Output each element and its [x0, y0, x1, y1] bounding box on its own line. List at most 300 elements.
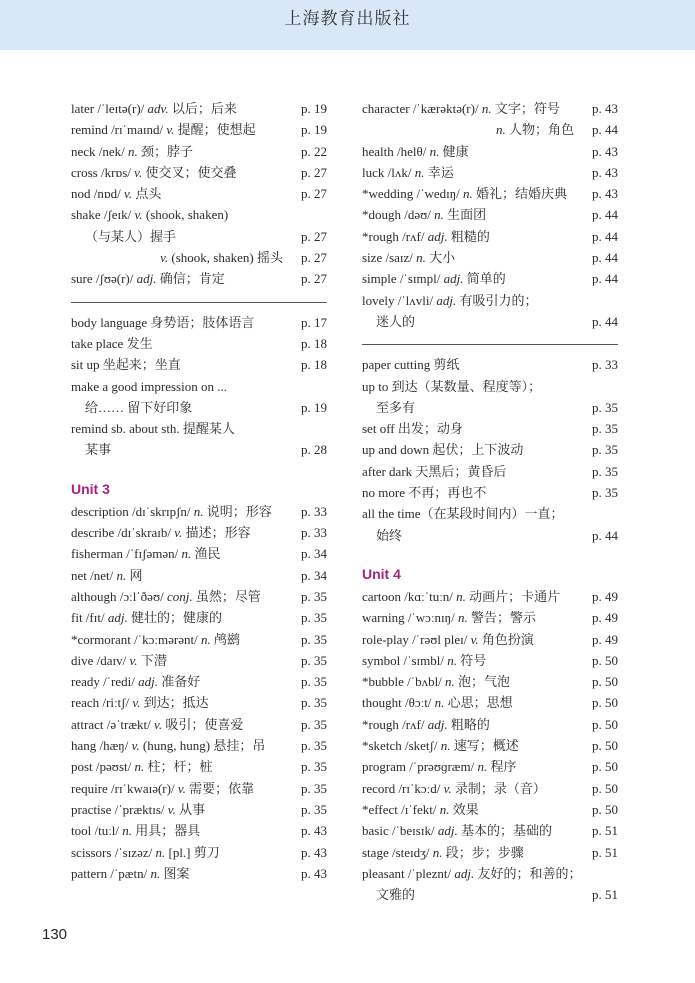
entry-text — [71, 119, 256, 140]
entry-text — [362, 98, 560, 119]
definition: (hung, hung) 悬挂；吊 — [139, 738, 266, 754]
phrase-text — [71, 418, 235, 439]
page-reference: p. 19 — [301, 399, 327, 415]
phrase-list — [362, 354, 618, 546]
phrase-entry — [71, 397, 327, 418]
vocab-entry — [362, 290, 618, 311]
page-reference: p. 44 — [592, 207, 618, 223]
definition: 以后；后来 — [168, 101, 237, 116]
phrase-entry — [362, 418, 618, 439]
phrase-entry — [362, 354, 618, 375]
definition: 粗略的 — [447, 716, 490, 732]
definition: 虽然；尽管 — [192, 588, 261, 604]
vocab-entry — [362, 183, 618, 204]
definition: 心思；思想 — [444, 695, 513, 711]
definition: 颈；脖子 — [137, 143, 194, 159]
word-list — [362, 98, 618, 332]
page-reference: p. 33 — [301, 525, 327, 541]
page-reference: p. 50 — [592, 674, 618, 690]
part-of-speech: v. — [129, 652, 138, 668]
vocab-entry — [71, 714, 327, 735]
definition: 描述；形容 — [182, 525, 251, 541]
vocab-entry — [362, 311, 618, 332]
entry-text — [71, 756, 213, 777]
vocab-entry — [71, 692, 327, 713]
definition: 到达；抵达 — [140, 695, 209, 711]
left-column — [71, 98, 327, 884]
phrase-label: paper cutting 剪纸 — [362, 357, 460, 373]
headword: sure /ʃʊə(r)/ — [71, 271, 137, 287]
definition: 基本的；基础的 — [457, 823, 552, 839]
part-of-speech: n. — [181, 546, 192, 562]
part-of-speech: n. — [434, 207, 444, 223]
vocab-entry — [71, 119, 327, 140]
headword: *bubble /ˈbʌbl/ — [362, 674, 446, 690]
vocab-entry — [71, 226, 327, 247]
definition: 婚礼；结婚庆典 — [472, 186, 568, 202]
section-divider — [71, 302, 327, 303]
part-of-speech: n. — [128, 143, 138, 159]
headword: pattern /ˈpætn/ — [71, 865, 151, 881]
vocab-entry — [71, 204, 327, 225]
definition: 鸬鹚 — [210, 631, 240, 647]
headword: later /ˈleɪtə(r)/ — [71, 101, 148, 116]
headword: require /rɪˈkwaɪə(r)/ — [71, 780, 178, 796]
section-divider — [362, 344, 618, 345]
part-of-speech: n. — [200, 631, 211, 647]
part-of-speech: n. — [416, 250, 426, 266]
page-reference: p. 18 — [301, 357, 327, 373]
phrase-entry — [362, 525, 618, 546]
entry-text — [71, 565, 143, 586]
headword: record /rɪˈkɔːd/ — [362, 780, 444, 796]
part-of-speech: n. — [116, 567, 127, 583]
headword: attract /əˈtrækt/ — [71, 716, 155, 732]
entry-text — [362, 820, 552, 841]
entry-text — [71, 586, 261, 607]
entry-text — [85, 226, 176, 247]
page-reference: p. 43 — [301, 844, 327, 860]
entry-text — [362, 629, 534, 650]
part-of-speech: v. — [134, 207, 143, 223]
page-reference: p. 44 — [592, 122, 618, 138]
entry-text — [362, 268, 506, 289]
entry-text — [362, 226, 490, 247]
vocab-entry — [362, 884, 618, 905]
vocab-entry — [362, 820, 618, 841]
definition: 大小 — [425, 250, 456, 266]
page-reference: p. 18 — [301, 335, 327, 351]
entry-text — [376, 311, 415, 332]
vocab-entry — [71, 565, 327, 586]
part-of-speech: adj. — [437, 823, 458, 839]
headword: simple /ˈsɪmpl/ — [362, 271, 444, 287]
page-reference: p. 43 — [592, 143, 618, 159]
phrase-text — [362, 354, 459, 375]
vocab-entry — [362, 629, 618, 650]
part-of-speech: n. — [134, 759, 145, 775]
phrase-entry — [362, 461, 618, 482]
headword: 文雅的 — [376, 887, 416, 903]
entry-text — [71, 607, 222, 628]
page-reference: p. 35 — [592, 442, 618, 458]
page-reference: p. 35 — [301, 631, 327, 647]
page-reference: p. 49 — [592, 610, 618, 626]
phrase-label: up to 到达（某数量、程度等）； — [362, 378, 542, 394]
definition: 柱；杆；桩 — [144, 759, 213, 775]
definition: 健壮的；健康的 — [127, 610, 222, 626]
vocab-entry — [362, 247, 618, 268]
definition: 健康 — [439, 143, 469, 159]
definition: 吸引；使喜爱 — [162, 716, 244, 732]
part-of-speech: n. — [445, 674, 455, 690]
headword: *cormorant /ˈkɔːmərənt/ — [71, 631, 201, 647]
part-of-speech: n. — [495, 122, 506, 138]
vocab-entry — [362, 607, 618, 628]
page-reference: p. 17 — [301, 314, 327, 330]
vocab-entry — [362, 141, 618, 162]
headword: pleasant /ˈpleznt/ — [362, 865, 455, 881]
part-of-speech: v. — [443, 780, 452, 796]
definition: 警告；警示 — [467, 610, 536, 626]
entry-text — [71, 799, 205, 820]
entry-text — [362, 586, 560, 607]
headword: symbol /ˈsɪmbl/ — [362, 652, 448, 668]
entry-text — [362, 204, 486, 225]
definition: 幸运 — [424, 164, 454, 180]
part-of-speech: n. — [414, 164, 425, 180]
headword: *effect /ɪˈfekt/ — [362, 801, 440, 817]
page-reference: p. 50 — [592, 738, 618, 754]
part-of-speech: adj. — [427, 716, 448, 732]
headword: lovely /ˈlʌvli/ — [362, 292, 437, 308]
headword: basic /ˈbeɪsɪk/ — [362, 823, 438, 839]
part-of-speech: adj. — [436, 292, 457, 308]
entry-text — [71, 650, 167, 671]
headword: although /ɔːlˈðəʊ/ — [71, 588, 167, 604]
headword: *dough /dəʊ/ — [362, 207, 435, 223]
phrase-text — [85, 439, 111, 460]
definition: 提醒；使想起 — [174, 122, 256, 138]
phrase-label: set off 出发；动身 — [362, 421, 463, 437]
vocab-entry — [362, 226, 618, 247]
phrase-entry — [71, 312, 327, 333]
phrase-label: 某事 — [85, 442, 112, 458]
headword: net /net/ — [71, 567, 117, 583]
phrase-entry — [71, 439, 327, 460]
entry-text — [362, 671, 510, 692]
part-of-speech: v. — [124, 186, 133, 202]
page-reference: p. 51 — [592, 887, 618, 903]
headword: cross /krɒs/ — [71, 164, 135, 180]
definition: (shook, shaken) — [142, 207, 229, 223]
headword: neck /nek/ — [71, 143, 129, 159]
vocab-entry — [71, 183, 327, 204]
vocab-entry — [71, 268, 327, 289]
page-reference: p. 50 — [592, 695, 618, 711]
entry-text — [71, 204, 228, 225]
part-of-speech: n. — [150, 865, 161, 881]
phrase-entry — [362, 376, 618, 397]
part-of-speech: n. — [155, 844, 166, 860]
part-of-speech: adj. — [443, 271, 464, 287]
page-reference: p. 51 — [592, 844, 618, 860]
entry-text — [71, 141, 193, 162]
headword: program /ˈprəʊɡræm/ — [362, 759, 478, 775]
phrase-label: up and down 起伏；上下波动 — [362, 442, 524, 458]
headword: tool /tuːl/ — [71, 823, 123, 839]
entry-text — [71, 842, 220, 863]
entry-text — [160, 247, 283, 268]
entry-text — [71, 863, 189, 884]
part-of-speech: v. — [470, 631, 479, 647]
headword: post /pəʊst/ — [71, 759, 135, 775]
vocab-entry — [71, 778, 327, 799]
right-column — [362, 98, 618, 905]
headword: practise /ˈpræktɪs/ — [71, 801, 168, 817]
entry-text — [71, 522, 251, 543]
part-of-speech: n. — [432, 844, 443, 860]
phrase-entry — [362, 397, 618, 418]
definition: 从事 — [175, 801, 206, 817]
part-of-speech: v. — [174, 525, 183, 541]
part-of-speech: adv. — [147, 101, 169, 116]
page-reference: p. 22 — [301, 143, 327, 159]
part-of-speech: n. — [457, 610, 468, 626]
page-reference: p. 43 — [592, 101, 618, 116]
definition: (shook, shaken) 摇头 — [168, 250, 283, 266]
part-of-speech: n. — [193, 503, 204, 519]
page-reference: p. 19 — [301, 122, 327, 138]
phrase-text — [71, 376, 227, 397]
phrase-list — [71, 312, 327, 461]
vocab-entry — [71, 842, 327, 863]
headword: thought /θɔːt/ — [362, 695, 435, 711]
entry-text — [71, 629, 240, 650]
part-of-speech: n. — [456, 588, 466, 604]
page-reference: p. 44 — [592, 228, 618, 244]
entry-text — [362, 863, 582, 884]
definition: 录制；录（音） — [451, 780, 546, 796]
vocab-entry — [71, 522, 327, 543]
vocab-entry — [71, 756, 327, 777]
page-reference: p. 27 — [301, 271, 327, 287]
part-of-speech: v. — [132, 695, 141, 711]
part-of-speech: n. — [463, 186, 473, 202]
page-reference: p. 35 — [301, 801, 327, 817]
definition: 生面团 — [443, 207, 487, 223]
page-reference: p. 35 — [301, 780, 327, 796]
vocab-entry — [71, 799, 327, 820]
definition: 动画片；卡通片 — [465, 588, 561, 604]
page-reference: p. 27 — [301, 228, 327, 244]
page-reference: p. 35 — [592, 463, 618, 479]
definition: 用具；器具 — [132, 823, 201, 839]
vocab-entry — [362, 671, 618, 692]
definition: 有吸引力的； — [456, 292, 538, 308]
vocab-entry — [362, 714, 618, 735]
page-reference: p. 50 — [592, 716, 618, 732]
vocab-entry — [362, 756, 618, 777]
headword: cartoon /kɑːˈtuːn/ — [362, 588, 457, 604]
page-reference: p. 50 — [592, 801, 618, 817]
phrase-entry — [362, 482, 618, 503]
headword: health /helθ/ — [362, 143, 430, 159]
word-list — [71, 98, 327, 290]
entry-text — [362, 290, 538, 311]
phrase-entry — [71, 376, 327, 397]
headword: nod /nɒd/ — [71, 186, 125, 202]
page-reference: p. 34 — [301, 567, 327, 583]
headword: 迷人的 — [376, 313, 416, 329]
phrase-text — [362, 461, 506, 482]
definition: 文字；符号 — [491, 101, 560, 116]
phrase-label: 给…… 留下好印象 — [85, 399, 193, 415]
entry-text — [362, 756, 516, 777]
phrase-label: sit up 坐起来；坐直 — [71, 357, 181, 373]
entry-text — [362, 141, 469, 162]
page-reference: p. 43 — [301, 865, 327, 881]
headword: *rough /rʌf/ — [362, 228, 428, 244]
headword: warning /ˈwɔːnɪŋ/ — [362, 610, 458, 626]
phrase-entry — [71, 418, 327, 439]
page-reference: p. 35 — [592, 485, 618, 501]
phrase-text — [362, 482, 486, 503]
headword: description /dɪˈskrɪpʃn/ — [71, 503, 194, 519]
phrase-label: take place 发生 — [71, 335, 153, 351]
definition: 简单的 — [463, 271, 506, 287]
page-reference: p. 50 — [592, 759, 618, 775]
definition: 点头 — [132, 186, 162, 202]
page-reference: p. 27 — [301, 164, 327, 180]
page-reference: p. 43 — [592, 186, 618, 202]
vocab-entry — [71, 607, 327, 628]
page-reference: p. 35 — [301, 738, 327, 754]
headword: character /ˈkærəktə(r)/ — [362, 101, 482, 116]
definition: 符号 — [456, 652, 487, 668]
headword: dive /daɪv/ — [71, 652, 130, 668]
phrase-text — [71, 312, 254, 333]
part-of-speech: n. — [440, 738, 451, 754]
phrase-entry — [362, 439, 618, 460]
phrase-text — [71, 333, 153, 354]
phrase-label: after dark 天黑后；黄昏后 — [362, 463, 507, 479]
entry-text — [362, 842, 524, 863]
entry-text — [71, 692, 209, 713]
page-reference: p. 35 — [301, 759, 327, 775]
part-of-speech: n. — [447, 652, 457, 668]
headword: hang /hæŋ/ — [71, 738, 132, 754]
definition: 渔民 — [191, 546, 221, 562]
vocab-entry — [71, 501, 327, 522]
entry-text — [71, 543, 220, 564]
definition: 使交叉；使交叠 — [142, 164, 237, 180]
headword: fisherman /ˈfɪʃəmən/ — [71, 546, 182, 562]
definition: 程序 — [487, 759, 517, 775]
vocab-entry — [362, 586, 618, 607]
definition: 效果 — [449, 801, 479, 817]
page-reference: p. 51 — [592, 823, 618, 839]
part-of-speech: v. — [131, 738, 140, 754]
unit-4-word-list — [362, 586, 618, 905]
page-reference: p. 27 — [301, 250, 327, 266]
page-reference: p. 43 — [301, 823, 327, 839]
vocab-entry — [362, 162, 618, 183]
definition: 图案 — [160, 865, 190, 881]
entry-text — [362, 162, 454, 183]
phrase-text — [376, 397, 415, 418]
headword: （与某人）握手 — [85, 228, 177, 244]
entry-text — [71, 183, 161, 204]
headword: fit /fɪt/ — [71, 610, 108, 626]
page-reference: p. 28 — [301, 442, 327, 458]
entry-text — [362, 183, 567, 204]
part-of-speech: v. — [134, 164, 143, 180]
definition: 确信；肯定 — [156, 271, 225, 287]
phrase-entry — [71, 333, 327, 354]
part-of-speech: v. — [154, 716, 163, 732]
entry-text — [376, 884, 415, 905]
entry-text — [71, 98, 237, 119]
headword: scissors /ˈsɪzəz/ — [71, 844, 156, 860]
vocab-entry — [362, 735, 618, 756]
page-reference: p. 19 — [301, 101, 327, 116]
vocab-entry — [71, 586, 327, 607]
entry-text — [71, 162, 236, 183]
phrase-entry — [362, 503, 618, 524]
vocab-entry — [362, 98, 618, 119]
phrase-label: no more 不再；再也不 — [362, 485, 487, 501]
vocab-entry — [362, 799, 618, 820]
page-reference: p. 35 — [592, 421, 618, 437]
vocab-entry — [71, 629, 327, 650]
part-of-speech: v. — [167, 801, 176, 817]
vocab-entry — [362, 204, 618, 225]
publisher-name: 上海教育出版社 — [284, 9, 411, 29]
headword: remind /rɪˈmaɪnd/ — [71, 122, 167, 138]
phrase-text — [376, 525, 402, 546]
vocab-entry — [362, 863, 618, 884]
vocab-entry — [362, 692, 618, 713]
definition: 友好的；和善的； — [474, 865, 582, 881]
definition: 角色扮演 — [478, 631, 534, 647]
headword: stage /steɪdʒ/ — [362, 844, 433, 860]
part-of-speech: conj. — [166, 588, 193, 604]
vocab-entry — [362, 268, 618, 289]
part-of-speech: n. — [481, 101, 492, 116]
page-reference: p. 44 — [592, 271, 618, 287]
definition: 粗糙的 — [447, 228, 490, 244]
part-of-speech: n. — [434, 695, 445, 711]
phrase-text — [362, 503, 563, 524]
entry-text — [362, 692, 513, 713]
page-reference: p. 34 — [301, 546, 327, 562]
phrase-text — [362, 439, 523, 460]
headword: reach /riːtʃ/ — [71, 695, 133, 711]
page-reference: p. 44 — [592, 527, 618, 543]
headword: *sketch /sketʃ/ — [362, 738, 441, 754]
page-reference: p. 33 — [592, 357, 618, 373]
entry-text — [362, 607, 536, 628]
page-reference: p. 35 — [301, 610, 327, 626]
unit-3-title: Unit 3 — [71, 480, 110, 497]
headword: describe /dɪˈskraɪb/ — [71, 525, 175, 541]
phrase-label: 至多有 — [376, 399, 416, 415]
vocab-entry — [362, 778, 618, 799]
part-of-speech: v. — [177, 780, 186, 796]
definition: 网 — [126, 567, 143, 583]
phrase-label: remind sb. about sth. 提醒某人 — [71, 421, 235, 437]
